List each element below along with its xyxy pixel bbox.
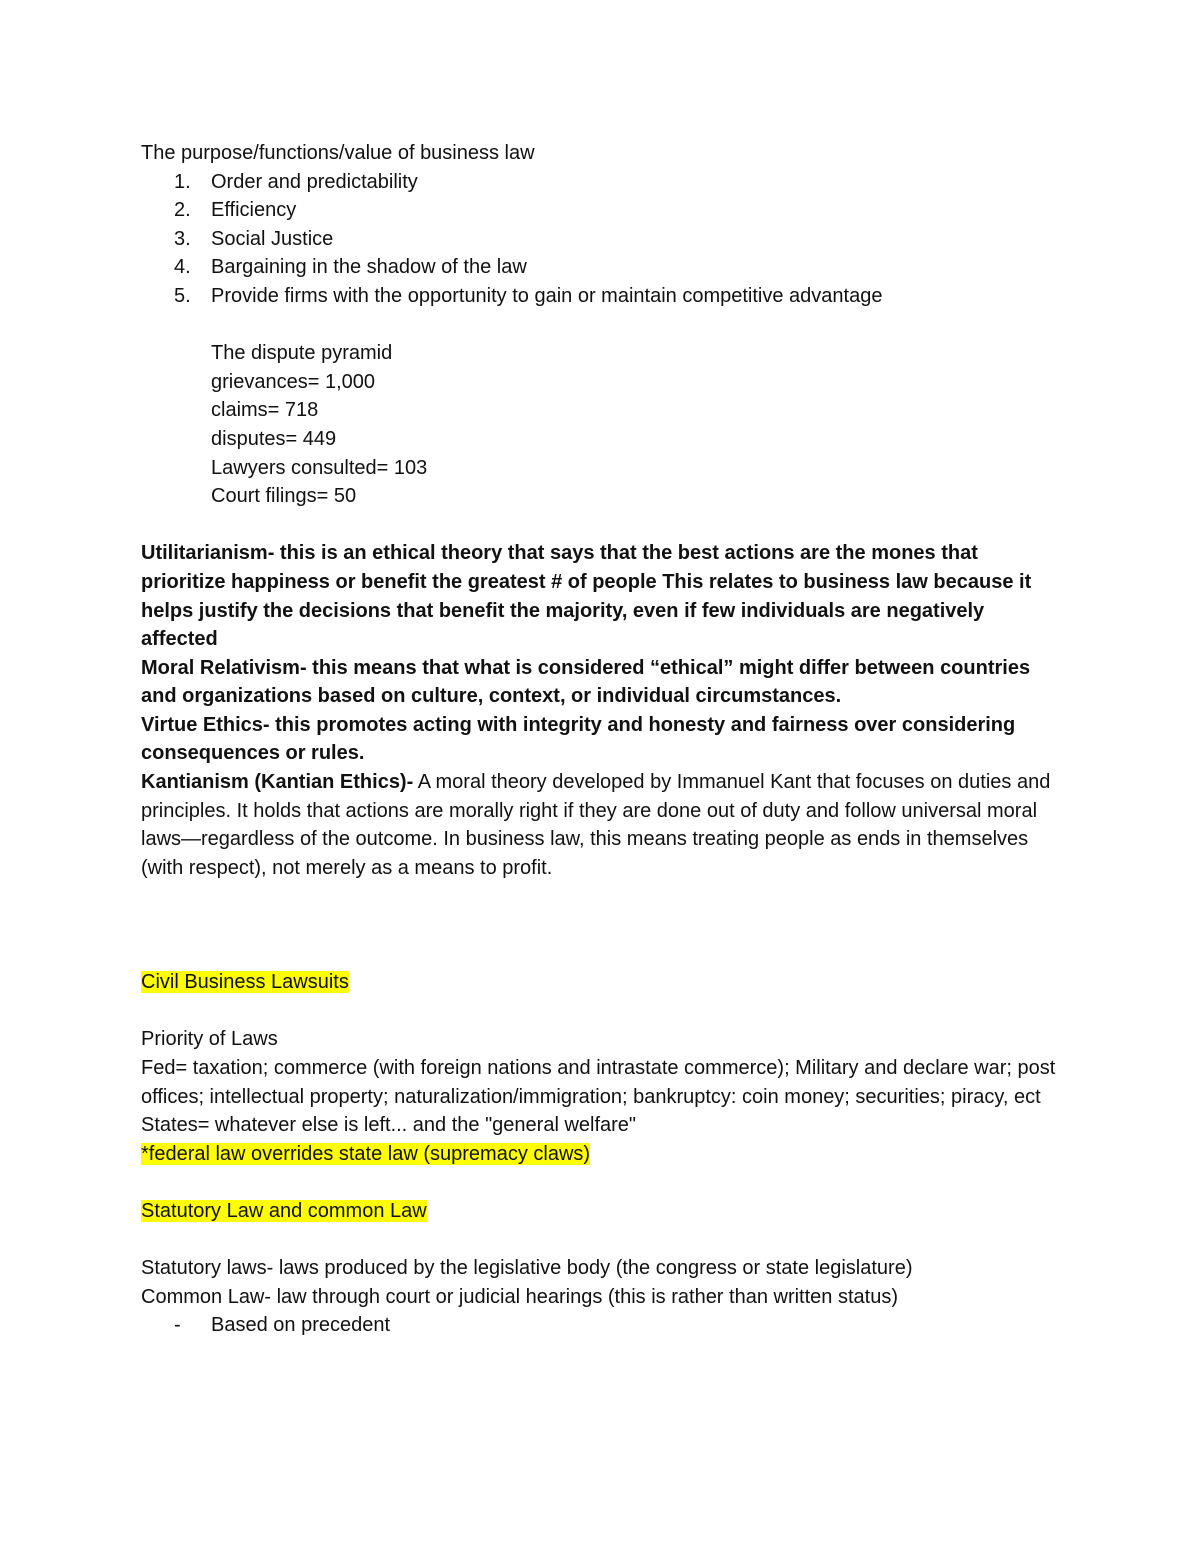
list-item — [141, 253, 1061, 282]
dispute-pyramid — [211, 339, 1061, 511]
list-item — [141, 1311, 1061, 1340]
list-text: Efficiency — [211, 199, 297, 222]
list-item — [141, 196, 1061, 225]
spacer — [141, 882, 1061, 968]
pyramid-heading: The dispute pyramid — [211, 342, 393, 365]
pyramid-line: disputes= 449 — [211, 427, 337, 450]
pyramid-line: grievances= 1,000 — [211, 370, 376, 393]
list-number: 1. — [174, 170, 191, 193]
spacer — [141, 997, 1061, 1026]
purpose-list — [141, 168, 1061, 311]
list-item — [141, 282, 1061, 311]
common-law-definition: Common Law- law through court or judicial hearings (this is rather than written status) — [141, 1285, 898, 1308]
priority-heading: Priority of Laws — [141, 1028, 278, 1051]
pyramid-line: claims= 718 — [211, 399, 319, 422]
list-number: 4. — [174, 256, 191, 279]
pyramid-line: Court filings= 50 — [211, 485, 357, 508]
spacer — [141, 1168, 1061, 1197]
virtue-ethics-paragraph: Virtue Ethics- this promotes acting with integrity and honesty and fairness over considering consequences or rules. — [141, 713, 1016, 765]
list-number: 5. — [174, 284, 191, 307]
state-powers: States= whatever else is left... and the "general welfare" — [141, 1114, 637, 1137]
list-number: 2. — [174, 199, 191, 222]
kantianism-term: Kantianism (Kantian Ethics)- — [141, 771, 414, 794]
dash-bullet: - — [174, 1314, 181, 1337]
statutory-definition: Statutory laws- laws produced by the legislative body (the congress or state legislature) — [141, 1257, 913, 1280]
kantianism-paragraph — [141, 768, 1061, 882]
list-number: 3. — [174, 227, 191, 250]
utilitarianism-paragraph: Utilitarianism- this is an ethical theory that says that the best actions are the mones that prioritize happiness or benefit the greatest # of people This relates to business law because it helps justify the decisions that benefit the majority, even if few individuals are negatively affected — [141, 542, 1032, 651]
list-text: Provide firms with the opportunity to gain or maintain competitive advantage — [211, 284, 883, 307]
highlighted-text: Civil Business Lawsuits — [141, 971, 349, 994]
list-text: Order and predictability — [211, 170, 418, 193]
highlighted-text: *federal law overrides state law (supremacy claws) — [141, 1142, 591, 1165]
pyramid-line: Lawyers consulted= 103 — [211, 456, 428, 479]
spacer — [141, 511, 1061, 540]
list-text: Based on precedent — [211, 1314, 391, 1337]
spacer — [141, 1226, 1061, 1255]
kantianism-text: A moral theory developed by Immanuel Kant that focuses on duties and principles. It holds that actions are morally right if they are done out of duty and follow universal moral laws—regardless of the outcome. In business law, this means treating people as ends in themselves (with respect), not merely as a means to profit. — [141, 771, 1051, 879]
list-item — [141, 225, 1061, 254]
list-item — [141, 168, 1061, 197]
list-text: Social Justice — [211, 227, 334, 250]
document-body — [141, 139, 1061, 1340]
civil-lawsuits-heading — [141, 968, 1061, 997]
supremacy-note — [141, 1140, 1061, 1169]
statutory-heading — [141, 1197, 1061, 1226]
list-text: Bargaining in the shadow of the law — [211, 256, 527, 279]
section-title: The purpose/functions/value of business law — [141, 142, 535, 164]
fed-powers: Fed= taxation; commerce (with foreign nations and intrastate commerce); Military and declare war; post offices; intellectual property; naturalization/immigration; bankruptcy: coin money; securities; piracy, ect — [141, 1057, 1056, 1108]
highlighted-text: Statutory Law and common Law — [141, 1199, 427, 1222]
relativism-paragraph: Moral Relativism- this means that what is considered “ethical” might differ between countries and organizations based on culture, context, or individual circumstances. — [141, 656, 1031, 708]
